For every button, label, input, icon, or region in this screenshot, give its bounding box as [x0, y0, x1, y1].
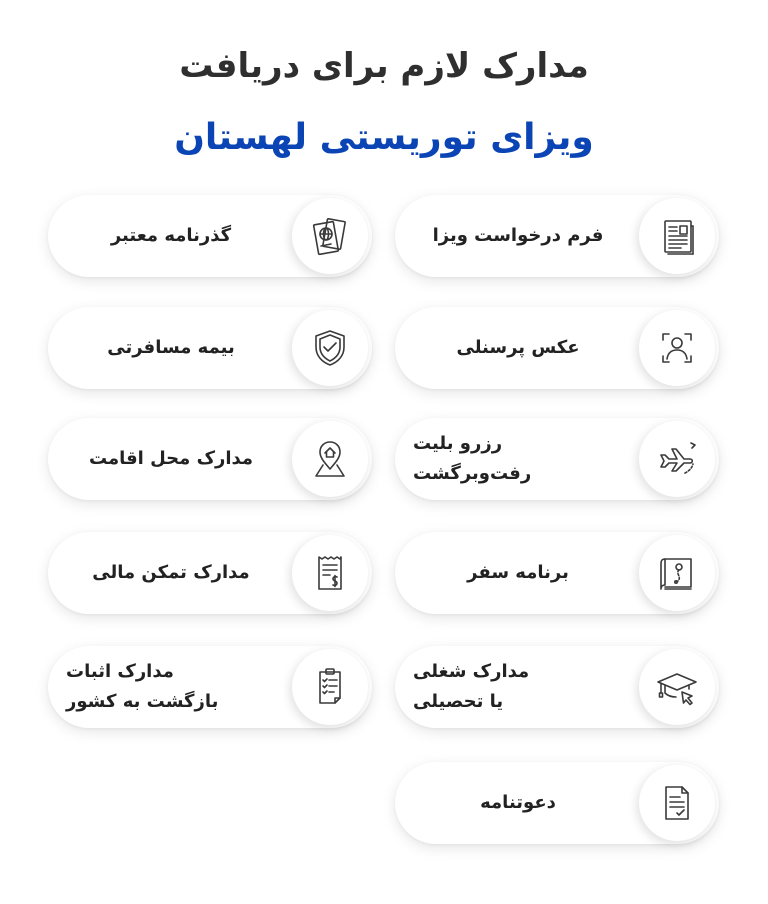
- item-occupation: [395, 646, 719, 728]
- form-document-icon: [639, 198, 715, 274]
- shield-check-icon: [292, 310, 368, 386]
- item-label: عکس پرسنلی: [456, 337, 580, 358]
- item-label: بیمه مسافرتی: [107, 337, 235, 358]
- receipt-dollar-icon: [292, 535, 368, 611]
- item-photo: [395, 307, 719, 389]
- item-label: مدارک اثبات بازگشت به کشور: [66, 661, 219, 712]
- item-itinerary: [395, 532, 719, 614]
- graduation-cap-icon: [639, 649, 715, 725]
- item-financial: [48, 532, 372, 614]
- item-label: فرم درخواست ویزا: [432, 225, 604, 246]
- item-passport: [48, 195, 372, 277]
- route-map-icon: [639, 535, 715, 611]
- item-label: برنامه سفر: [467, 562, 569, 583]
- checklist-icon: [292, 649, 368, 725]
- item-invitation: [395, 762, 719, 844]
- item-label: مدارک محل اقامت: [88, 448, 254, 469]
- item-flight: [395, 418, 719, 500]
- item-application-form: [395, 195, 719, 277]
- item-label: رزرو بلیت رفت‌وبرگشت: [413, 433, 532, 484]
- item-return-proof: [48, 646, 372, 728]
- airplane-icon: [639, 421, 715, 497]
- item-label: مدارک شغلی یا تحصیلی: [413, 661, 530, 712]
- letter-icon: [639, 765, 715, 841]
- item-insurance: [48, 307, 372, 389]
- home-location-icon: [292, 421, 368, 497]
- item-label: مدارک تمکن مالی: [92, 562, 250, 583]
- passport-icon: [292, 198, 368, 274]
- item-residence: [48, 418, 372, 500]
- face-scan-icon: [639, 310, 715, 386]
- item-label: گذرنامه معتبر: [110, 225, 232, 246]
- page-title-line2: ویزای توریستی لهستان: [174, 117, 594, 158]
- page-title-line1: مدارک لازم برای دریافت: [179, 46, 589, 86]
- item-label: دعوتنامه: [480, 792, 556, 813]
